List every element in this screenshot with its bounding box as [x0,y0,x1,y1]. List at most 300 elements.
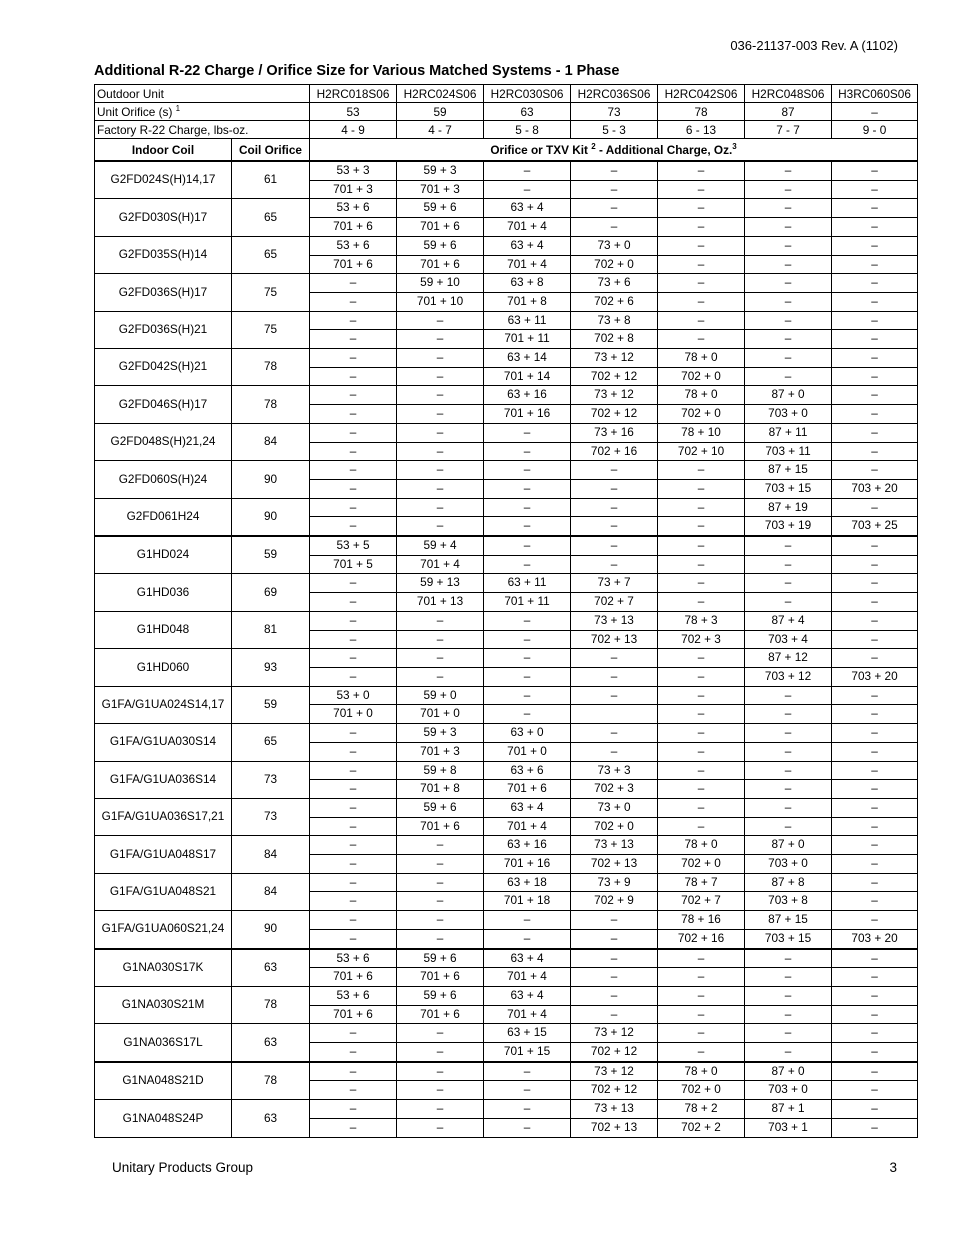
charge-cell: – [745,1043,832,1062]
charge-cell: – [571,724,658,743]
charge-cell: – [832,949,918,968]
charge-cell: – [745,1024,832,1043]
charge-cell: – [397,911,484,930]
charge-cell: 59 + 13 [397,574,484,593]
outdoor-unit-cell: H2RC024S06 [397,85,484,103]
factory-charge-cell: 5 - 8 [484,121,571,139]
charge-cell: – [832,461,918,480]
charge-cell: 59 + 10 [397,274,484,293]
charge-cell: – [832,423,918,442]
coil-orifice-value: 84 [232,423,310,460]
charge-cell: – [571,742,658,761]
charge-cell: 87 + 11 [745,423,832,442]
charge-cell: – [658,1005,745,1024]
charge-cell: – [397,1100,484,1119]
charge-cell: 87 + 8 [745,873,832,892]
charge-cell: – [310,479,397,498]
charge-cell: 702 + 0 [658,1081,745,1100]
orifice-kit-label-a: Orifice or TXV Kit [490,142,592,157]
column-header-row [95,139,918,162]
charge-cell: – [658,705,745,724]
charge-cell: – [397,423,484,442]
charge-cell: – [658,236,745,255]
indoor-coil-name: G2FD046S(H)17 [95,386,232,423]
charge-cell: – [310,611,397,630]
charge-cell: 87 + 0 [745,836,832,855]
charge-cell: 701 + 8 [484,292,571,311]
indoor-coil-name: G2FD035S(H)14 [95,236,232,273]
charge-cell: 702 + 16 [658,929,745,948]
charge-cell: 87 + 15 [745,911,832,930]
charge-cell: – [745,1005,832,1024]
charge-cell: – [397,855,484,874]
charge-cell: – [832,1062,918,1081]
charge-cell: – [832,292,918,311]
charge-cell: 703 + 4 [745,630,832,649]
charge-cell: 59 + 3 [397,724,484,743]
footer-company: Unitary Products Group [112,1160,254,1175]
charge-cell: – [832,724,918,743]
charge-cell: – [658,761,745,780]
charge-cell: – [571,498,658,517]
charge-cell: 53 + 6 [310,986,397,1005]
charge-cell: 703 + 15 [745,479,832,498]
charge-cell: 703 + 11 [745,442,832,461]
charge-cell: – [484,461,571,480]
charge-cell: – [484,929,571,948]
charge-cell: 73 + 3 [571,761,658,780]
factory-charge-label: Factory R-22 Charge, lbs-oz. [95,121,310,139]
charge-cell: 702 + 0 [658,855,745,874]
charge-cell: 63 + 4 [484,986,571,1005]
charge-cell: – [832,199,918,218]
charge-cell: – [745,724,832,743]
table-row [95,873,918,892]
footnote-3: 3 [732,141,737,151]
charge-cell: – [832,873,918,892]
charge-cell: 701 + 16 [484,405,571,424]
charge-cell: – [310,873,397,892]
charge-cell: – [658,517,745,536]
table-row [95,949,918,968]
indoor-coil-name: G1FA/G1UA048S21 [95,873,232,910]
charge-cell: 73 + 16 [571,423,658,442]
charge-cell: 63 + 6 [484,761,571,780]
charge-cell: – [832,593,918,612]
charge-cell: 701 + 14 [484,367,571,386]
charge-cell: – [745,367,832,386]
charge-cell: – [658,686,745,705]
charge-cell: – [832,611,918,630]
charge-cell: – [832,1043,918,1062]
charge-cell: 73 + 0 [571,798,658,817]
charge-cell: 63 + 4 [484,199,571,218]
charge-cell: – [832,442,918,461]
unit-orifice-cell: 78 [658,103,745,121]
coil-orifice-value: 63 [232,949,310,987]
charge-cell: – [310,780,397,799]
charge-cell: – [658,574,745,593]
factory-charge-cell: 9 - 0 [832,121,918,139]
indoor-coil-name: G2FD048S(H)21,24 [95,423,232,460]
coil-orifice-value: 90 [232,461,310,498]
charge-cell: – [571,949,658,968]
charge-cell: – [484,667,571,686]
charge-cell: – [658,555,745,574]
charge-cell: 87 + 4 [745,611,832,630]
charge-cell: – [658,742,745,761]
charge-cell: – [832,855,918,874]
factory-charge-cell: 4 - 7 [397,121,484,139]
charge-cell: 703 + 0 [745,1081,832,1100]
charge-cell: – [484,555,571,574]
charge-cell: – [745,742,832,761]
charge-cell: – [397,311,484,330]
charge-cell: 701 + 3 [310,180,397,199]
indoor-coil-name: G1NA036S17L [95,1024,232,1062]
charge-cell: – [310,817,397,836]
charge-cell: – [745,180,832,199]
charge-cell: 78 + 0 [658,349,745,368]
charge-cell: 701 + 6 [484,780,571,799]
table-row [95,1100,918,1119]
charge-cell: 703 + 12 [745,667,832,686]
charge-cell: 78 + 0 [658,386,745,405]
charge-cell: – [658,986,745,1005]
charge-cell: – [397,1024,484,1043]
coil-orifice-value: 90 [232,911,310,949]
charge-cell: 703 + 0 [745,855,832,874]
charge-cell: 701 + 4 [484,817,571,836]
charge-cell: – [397,667,484,686]
charge-cell: – [832,686,918,705]
charge-cell: – [310,574,397,593]
table-row [95,986,918,1005]
charge-cell: 63 + 15 [484,1024,571,1043]
charge-cell: 703 + 0 [745,405,832,424]
charge-cell: – [745,798,832,817]
factory-charge-cell: 5 - 3 [571,121,658,139]
charge-cell: – [397,1062,484,1081]
document-number: 036-21137-003 Rev. A (1102) [730,38,898,53]
charge-cell: 63 + 16 [484,836,571,855]
charge-cell: – [310,911,397,930]
charge-cell: – [745,330,832,349]
charge-cell: – [310,892,397,911]
charge-cell: 63 + 14 [484,349,571,368]
charge-cell: – [745,780,832,799]
charge-cell: 701 + 6 [310,1005,397,1024]
coil-orifice-value: 93 [232,649,310,686]
charge-cell: 63 + 18 [484,873,571,892]
charge-cell: 702 + 12 [571,367,658,386]
coil-orifice-value: 78 [232,1062,310,1100]
charge-cell: – [658,968,745,987]
charge-cell: – [571,161,658,180]
charge-cell: 73 + 13 [571,1100,658,1119]
charge-cell: – [310,292,397,311]
charge-cell: 702 + 0 [571,255,658,274]
charge-cell: 701 + 6 [310,218,397,237]
table-row [95,761,918,780]
charge-cell: – [310,667,397,686]
charge-cell: 53 + 5 [310,536,397,555]
charge-cell: 702 + 6 [571,292,658,311]
table-row [95,611,918,630]
unit-orifice-cell: 53 [310,103,397,121]
unit-orifice-cell: 87 [745,103,832,121]
charge-cell: – [658,330,745,349]
charge-cell: – [571,667,658,686]
unit-orifice-row [95,103,918,121]
table-row [95,911,918,930]
charge-cell: – [484,630,571,649]
charge-cell: 703 + 15 [745,929,832,948]
coil-orifice-value: 78 [232,986,310,1023]
charge-cell: – [658,593,745,612]
charge-cell: 701 + 0 [484,742,571,761]
charge-cell: – [571,649,658,668]
charge-cell: – [484,705,571,724]
charge-cell [571,705,658,724]
coil-orifice-value: 65 [232,199,310,236]
charge-cell: – [658,1024,745,1043]
table-row [95,836,918,855]
charge-cell: – [310,724,397,743]
table-row [95,461,918,480]
charge-cell: – [832,536,918,555]
charge-cell: – [397,461,484,480]
charge-cell: – [397,479,484,498]
factory-charge-cell: 4 - 9 [310,121,397,139]
charge-cell: – [310,1062,397,1081]
orifice-kit-header [310,139,918,162]
charge-cell: – [397,611,484,630]
charge-cell: 702 + 9 [571,892,658,911]
indoor-coil-name: G2FD042S(H)21 [95,349,232,386]
charge-cell: 701 + 11 [484,330,571,349]
indoor-coil-name: G2FD030S(H)17 [95,199,232,236]
charge-cell: 701 + 8 [397,780,484,799]
charge-cell: – [745,274,832,293]
table-row [95,349,918,368]
charge-cell: 702 + 3 [571,780,658,799]
charge-cell: – [832,218,918,237]
charge-cell: 53 + 6 [310,236,397,255]
charge-cell: – [484,911,571,930]
charge-cell: – [571,555,658,574]
charge-cell: – [484,611,571,630]
factory-charge-cell: 6 - 13 [658,121,745,139]
charge-cell: – [310,349,397,368]
charge-cell: 701 + 18 [484,892,571,911]
charge-cell: 701 + 11 [484,593,571,612]
page-number: 3 [889,1160,897,1175]
charge-cell: 59 + 6 [397,236,484,255]
charge-cell: – [397,1043,484,1062]
charge-cell: – [571,686,658,705]
charge-cell: – [310,929,397,948]
footnote-1: 1 [175,103,181,113]
charge-cell: 53 + 3 [310,161,397,180]
outdoor-unit-cell: H2RC030S06 [484,85,571,103]
coil-orifice-value: 81 [232,611,310,648]
indoor-coil-name: G1NA030S17K [95,949,232,987]
unit-orifice-label-cell [95,103,310,121]
charge-cell: – [832,236,918,255]
charge-cell: – [397,1081,484,1100]
charge-cell: 701 + 16 [484,855,571,874]
charge-cell: 87 + 19 [745,498,832,517]
charge-cell: 703 + 20 [832,667,918,686]
charge-cell: – [397,836,484,855]
charge-cell: 701 + 4 [484,968,571,987]
charge-cell: 73 + 9 [571,873,658,892]
charge-cell: – [310,442,397,461]
charge-cell: – [484,649,571,668]
charge-cell: – [832,986,918,1005]
charge-cell: – [397,498,484,517]
charge-cell: – [832,705,918,724]
table-row [95,199,918,218]
charge-cell: – [484,442,571,461]
charge-cell: – [310,517,397,536]
outdoor-unit-cell: H2RC042S06 [658,85,745,103]
charge-cell: – [571,479,658,498]
charge-cell: – [832,1118,918,1137]
table-row [95,1024,918,1043]
charge-cell: – [658,949,745,968]
charge-cell: – [397,386,484,405]
charge-cell: 701 + 3 [397,180,484,199]
indoor-coil-name: G2FD061H24 [95,498,232,536]
charge-cell: – [310,330,397,349]
charge-cell: 703 + 1 [745,1118,832,1137]
charge-cell: – [832,761,918,780]
unit-orifice-cell: 73 [571,103,658,121]
coil-orifice-value: 78 [232,349,310,386]
charge-cell: – [658,161,745,180]
charge-cell: 73 + 7 [571,574,658,593]
charge-cell: – [310,498,397,517]
charge-cell: 701 + 6 [397,255,484,274]
charge-cell: 63 + 0 [484,724,571,743]
indoor-coil-name: G1HD036 [95,574,232,611]
charge-cell: – [397,405,484,424]
indoor-coil-header: Indoor Coil [95,139,232,162]
charge-cell: 701 + 5 [310,555,397,574]
charge-cell: 701 + 6 [397,218,484,237]
charge-cell: 73 + 12 [571,1024,658,1043]
charge-cell: – [658,817,745,836]
charge-cell: 701 + 4 [484,255,571,274]
coil-orifice-value: 59 [232,686,310,723]
charge-cell: – [832,161,918,180]
factory-charge-cell: 7 - 7 [745,121,832,139]
charge-cell: – [832,892,918,911]
indoor-coil-name: G1HD060 [95,649,232,686]
charge-cell: 702 + 7 [658,892,745,911]
charge-cell: 701 + 10 [397,292,484,311]
charge-cell: – [745,292,832,311]
charge-cell: – [832,555,918,574]
charge-cell: – [310,386,397,405]
charge-cell: 59 + 6 [397,986,484,1005]
charge-cell: – [310,630,397,649]
charge-cell: 73 + 6 [571,274,658,293]
charge-cell: – [571,517,658,536]
charge-cell: 78 + 3 [658,611,745,630]
table-row [95,536,918,555]
table-row [95,724,918,743]
charge-cell: – [397,929,484,948]
charge-cell: – [832,911,918,930]
charge-cell: – [310,311,397,330]
charge-cell: 73 + 13 [571,611,658,630]
charge-cell: – [310,798,397,817]
charge-cell: – [484,536,571,555]
charge-cell: – [571,986,658,1005]
indoor-coil-name: G2FD036S(H)21 [95,311,232,348]
charge-cell: – [832,780,918,799]
charge-cell: 701 + 4 [484,218,571,237]
charge-cell: – [397,349,484,368]
charge-cell: 59 + 8 [397,761,484,780]
coil-orifice-value: 75 [232,274,310,311]
charge-cell: – [745,986,832,1005]
charge-cell: 59 + 4 [397,536,484,555]
charge-cell: 63 + 4 [484,949,571,968]
charge-cell: 87 + 0 [745,386,832,405]
charge-cell: – [832,405,918,424]
charge-cell: 59 + 3 [397,161,484,180]
charge-cell: – [484,1118,571,1137]
charge-cell: – [832,1081,918,1100]
charge-cell: – [484,498,571,517]
unit-orifice-cell: 63 [484,103,571,121]
charge-cell: – [832,742,918,761]
charge-cell: 73 + 12 [571,386,658,405]
charge-cell: 87 + 0 [745,1062,832,1081]
coil-orifice-value: 65 [232,236,310,273]
charge-cell: 63 + 11 [484,311,571,330]
charge-cell: – [745,705,832,724]
charge-cell: – [658,667,745,686]
coil-orifice-value: 75 [232,311,310,348]
table-row [95,274,918,293]
outdoor-unit-cell: H3RC060S06 [832,85,918,103]
charge-cell: 701 + 6 [310,255,397,274]
charge-cell: – [310,761,397,780]
coil-orifice-value: 61 [232,161,310,199]
charge-cell: – [484,517,571,536]
indoor-coil-name: G2FD036S(H)17 [95,274,232,311]
charge-cell: 78 + 2 [658,1100,745,1119]
charge-cell: – [658,311,745,330]
charge-cell: – [397,892,484,911]
charge-cell: – [397,649,484,668]
charge-cell: 703 + 19 [745,517,832,536]
charge-cell: – [397,630,484,649]
table-row [95,236,918,255]
charge-cell: 702 + 13 [571,630,658,649]
coil-orifice-value: 59 [232,536,310,574]
charge-cell: – [658,199,745,218]
charge-cell: 73 + 12 [571,349,658,368]
charge-cell: 63 + 16 [484,386,571,405]
charge-cell: – [310,1024,397,1043]
charge-cell: – [310,742,397,761]
